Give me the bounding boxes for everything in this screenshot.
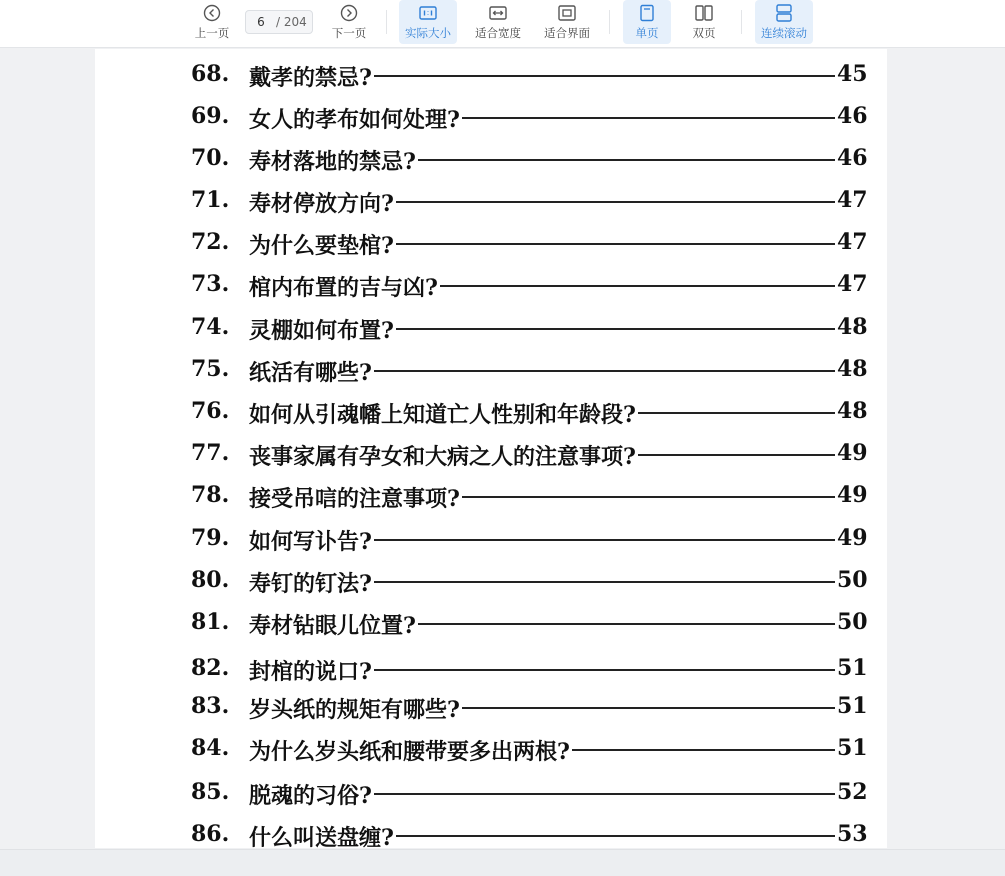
toc-entry-page: 51 — [837, 735, 868, 761]
toc-entry-number: 69. — [191, 103, 230, 129]
single-page-label: 单页 — [635, 26, 659, 40]
chevron-left-circle-icon — [202, 3, 222, 23]
toc-entry-page: 50 — [837, 567, 868, 593]
toc-leader-line — [374, 669, 835, 671]
toc-entry[interactable] — [191, 821, 871, 848]
prev-page-label: 上一页 — [194, 26, 230, 40]
toc-entry-title: 接受吊唁的注意事项? — [249, 486, 460, 512]
toc-leader-line — [418, 623, 835, 625]
toc-entry[interactable] — [191, 655, 871, 689]
toc-entry-number: 77. — [191, 440, 230, 466]
toc-leader-line — [374, 75, 835, 77]
toc-leader-line — [418, 159, 835, 161]
toc-leader-line — [396, 835, 835, 837]
total-pages: / 204 — [276, 15, 307, 29]
toc-entry[interactable] — [191, 440, 871, 474]
toc-entry-page: 52 — [837, 779, 868, 805]
toc-entry-number: 84. — [191, 735, 230, 761]
toc-entry-title: 丧事家属有孕女和大病之人的注意事项? — [249, 444, 636, 470]
toc-entry-title: 戴孝的禁忌? — [249, 65, 372, 91]
toc-entry-page: 46 — [837, 103, 868, 129]
toolbar-divider — [386, 10, 387, 34]
bottom-status-bar — [0, 849, 1005, 876]
toc-entry[interactable] — [191, 735, 871, 769]
toc-entry-page: 48 — [837, 356, 868, 382]
prev-page-button[interactable] — [190, 0, 234, 44]
toc-entry[interactable] — [191, 187, 871, 221]
toc-leader-line — [440, 285, 835, 287]
toolbar-divider — [609, 10, 610, 34]
toc-entry[interactable] — [191, 271, 871, 305]
continuous-scroll-icon — [774, 3, 794, 23]
toc-entry-page: 49 — [837, 482, 868, 508]
toc-leader-line — [374, 539, 835, 541]
fit-page-label: 适合界面 — [544, 26, 590, 40]
toc-leader-line — [374, 370, 835, 372]
viewer-toolbar — [0, 0, 1005, 48]
toc-entry-page: 53 — [837, 821, 868, 847]
toc-entry-number: 73. — [191, 271, 230, 297]
toc-entry-title: 封棺的说口? — [249, 659, 372, 685]
toc-entry-number: 72. — [191, 229, 230, 255]
fit-width-label: 适合宽度 — [475, 26, 521, 40]
toc-entry-title: 为什么要垫棺? — [249, 233, 394, 259]
toc-entry[interactable] — [191, 398, 871, 432]
toc-leader-line — [638, 412, 835, 414]
toc-entry-page: 47 — [837, 271, 868, 297]
toc-entry-number: 78. — [191, 482, 230, 508]
toc-leader-line — [638, 454, 835, 456]
toc-entry[interactable] — [191, 525, 871, 559]
toc-entry-number: 68. — [191, 61, 230, 87]
toc-entry-title: 什么叫送盘缠? — [249, 825, 394, 848]
actual-size-label: 实际大小 — [405, 26, 451, 40]
double-page-button[interactable] — [682, 0, 726, 44]
toc-entry-page: 48 — [837, 314, 868, 340]
toc-entry-page: 49 — [837, 440, 868, 466]
fit-page-button[interactable] — [539, 0, 595, 44]
toc-entry-title: 岁头纸的规矩有哪些? — [249, 697, 460, 723]
toc-entry-number: 76. — [191, 398, 230, 424]
toc-entry[interactable] — [191, 693, 871, 727]
toc-entry-page: 50 — [837, 609, 868, 635]
toc-entry-title: 棺内布置的吉与凶? — [249, 275, 438, 301]
toc-entry-title: 灵棚如何布置? — [249, 318, 394, 344]
toc-entry-page: 49 — [837, 525, 868, 551]
double-page-icon — [694, 3, 714, 23]
toc-entry[interactable] — [191, 103, 871, 137]
continuous-scroll-button[interactable] — [755, 0, 813, 44]
toc-entry[interactable] — [191, 229, 871, 263]
toc-entry-number: 81. — [191, 609, 230, 635]
toc-entry-title: 女人的孝布如何处理? — [249, 107, 460, 133]
chevron-right-circle-icon — [339, 3, 359, 23]
toc-entry-page: 51 — [837, 655, 868, 681]
toc-entry-title: 脱魂的习俗? — [249, 783, 372, 809]
toc-leader-line — [572, 749, 835, 751]
toc-leader-line — [396, 243, 835, 245]
current-page-input[interactable]: 6 — [257, 15, 265, 29]
toc-entry-number: 80. — [191, 567, 230, 593]
toc-entry[interactable] — [191, 61, 871, 95]
toc-entry-page: 47 — [837, 229, 868, 255]
toc-entry-title: 寿材停放方向? — [249, 191, 394, 217]
toc-entry-page: 47 — [837, 187, 868, 213]
toc-leader-line — [396, 201, 835, 203]
single-page-icon — [637, 3, 657, 23]
toc-entry[interactable] — [191, 356, 871, 390]
toc-entry-number: 79. — [191, 525, 230, 551]
toc-entry-title: 寿材落地的禁忌? — [249, 149, 416, 175]
toc-entry[interactable] — [191, 779, 871, 813]
toc-leader-line — [462, 707, 835, 709]
actual-size-button[interactable] — [399, 0, 457, 44]
actual-size-icon — [418, 3, 438, 23]
toc-entry-number: 86. — [191, 821, 230, 847]
toc-entry-number: 75. — [191, 356, 230, 382]
toolbar-divider — [741, 10, 742, 34]
toc-entry-title: 寿钉的钉法? — [249, 571, 372, 597]
toc-entry-number: 71. — [191, 187, 230, 213]
toc-leader-line — [374, 581, 835, 583]
fit-page-icon — [557, 3, 577, 23]
toc-leader-line — [374, 793, 835, 795]
continuous-scroll-label: 连续滚动 — [761, 26, 807, 40]
toc-entry-page: 48 — [837, 398, 868, 424]
toc-entry-page: 51 — [837, 693, 868, 719]
toc-entry-title: 如何从引魂幡上知道亡人性别和年龄段? — [249, 402, 636, 428]
toc-entry-page: 45 — [837, 61, 868, 87]
fit-width-button[interactable] — [470, 0, 526, 44]
toc-entry[interactable] — [191, 145, 871, 179]
toc-entry-number: 74. — [191, 314, 230, 340]
toc-entry-page: 46 — [837, 145, 868, 171]
toc-leader-line — [462, 117, 835, 119]
toc-entry-number: 85. — [191, 779, 230, 805]
next-page-label: 下一页 — [331, 26, 367, 40]
toc-entry-title: 为什么岁头纸和腰带要多出两根? — [249, 739, 570, 765]
fit-width-icon — [488, 3, 508, 23]
toc-entry-title: 如何写讣告? — [249, 529, 372, 555]
toc-entry[interactable] — [191, 567, 871, 601]
toc-entry-number: 83. — [191, 693, 230, 719]
page-number-box[interactable] — [245, 10, 313, 34]
next-page-button[interactable] — [327, 0, 371, 44]
toc-entry-number: 82. — [191, 655, 230, 681]
document-page — [95, 49, 887, 848]
toc-entry-title: 纸活有哪些? — [249, 360, 372, 386]
toc-entry[interactable] — [191, 609, 871, 643]
single-page-button[interactable] — [623, 0, 671, 44]
double-page-label: 双页 — [692, 26, 716, 40]
toc-entry[interactable] — [191, 482, 871, 516]
toc-entry-title: 寿材钻眼儿位置? — [249, 613, 416, 639]
toc-entry-number: 70. — [191, 145, 230, 171]
toc-leader-line — [396, 328, 835, 330]
toc-entry[interactable] — [191, 314, 871, 348]
toc-leader-line — [462, 496, 835, 498]
